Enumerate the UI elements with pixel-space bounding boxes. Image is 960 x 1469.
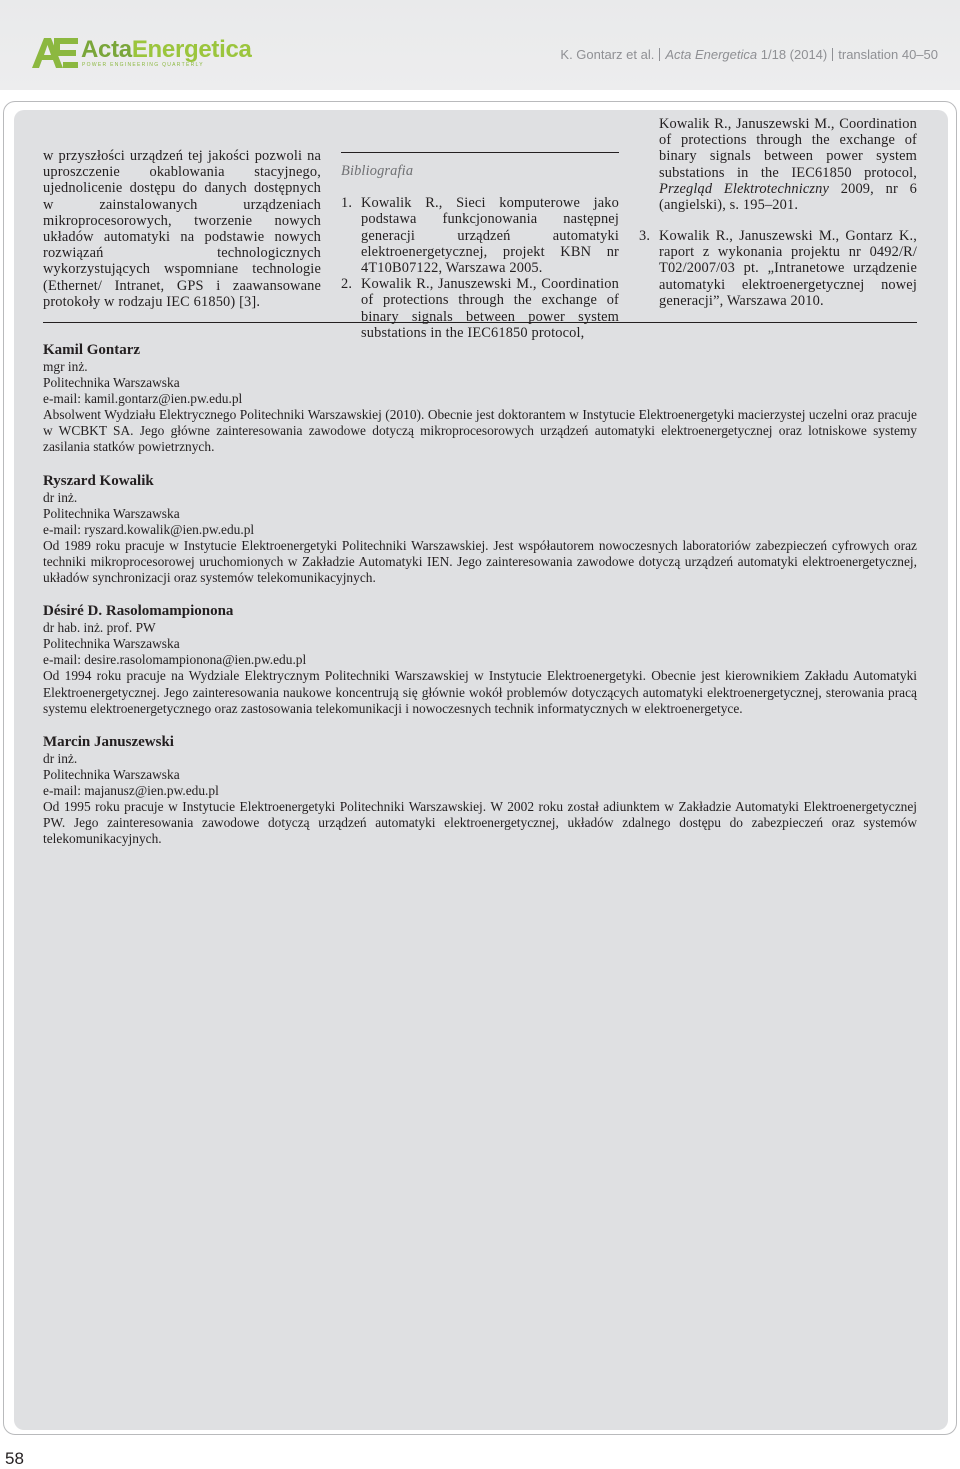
reference-number: 3. — [639, 228, 651, 244]
section-divider — [43, 322, 917, 323]
reference-text-part: Kowalik R., Januszewski M., Coordination of protections through the exchange of binary signals between power system substations in the IEC61850 protocol, — [361, 276, 619, 341]
author-name: Désiré D. Rasolomampionona — [43, 603, 234, 620]
author-notes — [43, 341, 917, 863]
journal-logo — [32, 36, 262, 72]
reference-journal-title: Przegląd Elektrotechniczny — [659, 180, 830, 197]
reference-item — [341, 195, 619, 276]
author-title: mgr inż. — [43, 359, 88, 374]
author-entry — [43, 472, 917, 587]
reference-text: Kowalik R., Sieci komputerowe jako podstawa funkcjonowania następnej generacji urządzeń automatyki elektroenergetycznej, projekt KBN nr 4T10B07122, Warszawa 2005. — [361, 195, 619, 277]
reference-item-continued — [639, 116, 917, 214]
reference-text: Kowalik R., Januszewski M., Gontarz K., raport z wykonania projektu nr 0492/R/ T02/2007/03 pt. „Intranetowe urządzenie automatyki elektroenergetycznej nowej generacji”, Warszawa 2010. — [659, 228, 917, 309]
author-email: e-mail: majanusz@ien.pw.edu.pl — [43, 782, 219, 798]
body-paragraph: w przyszłości urządzeń tej jakości pozwoli na uproszczenie okablowania stacyjnego, ujednolicenie dostępu do danych dostępnych w zainstalowanych urządzeniach mikroprocesorowych, tworzenie nowych układów automatyki na podstawie nowych rozwiązań technologicznych wykorzystujących wspomniane technologie (Ethernet/ Intranet, GPS i zaawansowane protokoły w rodzaju IEC 61850) [3]. — [43, 148, 321, 310]
author-bio: Od 1995 roku pracuje w Instytucie Elektroenergetyki Politechniki Warszawskiej. W 2002 roku został adiunktem w Zakładzie Automatyki Elektroenergetycznej PW. Jego zainteresowania zawodowe dotyczą urządzeń automatyki elektroenergetycznej, układów zdalnego dostępu do zabezpieczeń oraz systemów telekomunikacyjnych. — [43, 798, 917, 847]
author-name: Ryszard Kowalik — [43, 472, 154, 489]
author-title: dr hab. inż. prof. PW — [43, 620, 156, 636]
page-number: 58 — [5, 1449, 24, 1468]
acta-energetica-logo-icon — [32, 38, 78, 68]
running-head — [560, 47, 938, 62]
author-title: dr inż. — [43, 750, 78, 766]
author-affiliation: Politechnika Warszawska — [43, 505, 180, 521]
reference-text-continued: Kowalik R., Januszewski M., Coordination of protections through the exchange of binary signals between power system substations in the IEC61850 protocol, Przegląd Elektrotechniczny 2009, nr 6 (angielski), s. 195–201. — [659, 116, 917, 214]
author-email: e-mail: kamil.gontarz@ien.pw.edu.pl — [43, 391, 243, 407]
reference-text-start — [361, 276, 619, 341]
author-title: dr inż. — [43, 489, 78, 505]
reference-number: 2. — [341, 276, 353, 293]
running-head-journal: Acta Energetica — [665, 47, 758, 62]
logo-wordmark: ActaEnergetica — [81, 36, 252, 63]
reference-item — [341, 276, 619, 341]
author-name: Marcin Januszewski — [43, 733, 174, 750]
author-entry — [43, 733, 917, 848]
running-head-separator — [832, 48, 833, 61]
bibliography-column-2 — [639, 116, 917, 309]
author-email: e-mail: ryszard.kowalik@ien.pw.edu.pl — [43, 521, 255, 537]
bibliography-column-1 — [341, 148, 619, 341]
author-entry — [43, 602, 917, 717]
author-name: Kamil Gontarz — [43, 342, 141, 358]
page-header — [0, 0, 960, 90]
logo-tagline: POWER ENGINEERING QUARTERLY — [82, 62, 204, 68]
author-affiliation: Politechnika Warszawska — [43, 766, 180, 782]
author-bio: Od 1994 roku pracuje na Wydziale Elektrycznym Politechniki Warszawskiej w Instytucie Elektroenergetyki. Obecnie jest kierownikiem Zakładu Automatyki Elektroenergetycznej. Jego zainteresowania naukowe koncentrują się głównie wokół problemów dotyczących automatyki elektroenergetycznej, sterowania pracą systemu elektroenergetycznego oraz zastosowania telekomunikacji i nowoczesnych technik informatycznych w elektroenergetyce. — [43, 668, 917, 716]
author-bio: Absolwent Wydziału Elektrycznego Politechniki Warszawskiej (2010). Obecnie jest doktorantem w Instytucie Elektroenergetyki macierzystej uczelni oraz pracuje w WCBKT SA. Jego główne zainteresowania zawodowe dotyczą mikroprocesorowych urządzeń automatyki elektroenergetycznej oraz lotniskowe systemy zasilania statków powietrznych. — [43, 407, 917, 455]
author-entry — [43, 341, 917, 456]
running-head-separator — [659, 48, 660, 61]
author-bio: Od 1989 roku pracuje w Instytucie Elektroenergetyki Politechniki Warszawskiej. Jest współautorem nowoczesnych laboratoriów zabezpieczeń cyfrowych oraz techniki mikroprocesorowej uruchomionych w Zakładzie Automatyki IEN. Jego zainteresowania zawodowe dotyczą urządzeń automatyki elektroenergetycznej, układów synchronizacji oraz systemów telekomunikacyjnych. — [43, 537, 917, 586]
reference-item — [639, 228, 917, 309]
running-head-issue: 1/18 (2014) — [760, 47, 828, 62]
author-affiliation: Politechnika Warszawska — [43, 375, 180, 391]
reference-number: 1. — [341, 195, 353, 212]
bibliography-heading: Bibliografia — [341, 163, 414, 179]
running-head-pages: translation 40–50 — [838, 47, 938, 62]
author-affiliation: Politechnika Warszawska — [43, 636, 180, 652]
body-text-column — [43, 148, 321, 310]
author-email: e-mail: desire.rasolomampionona@ien.pw.edu.pl — [43, 652, 307, 668]
running-head-authors: K. Gontarz et al. — [560, 47, 655, 62]
